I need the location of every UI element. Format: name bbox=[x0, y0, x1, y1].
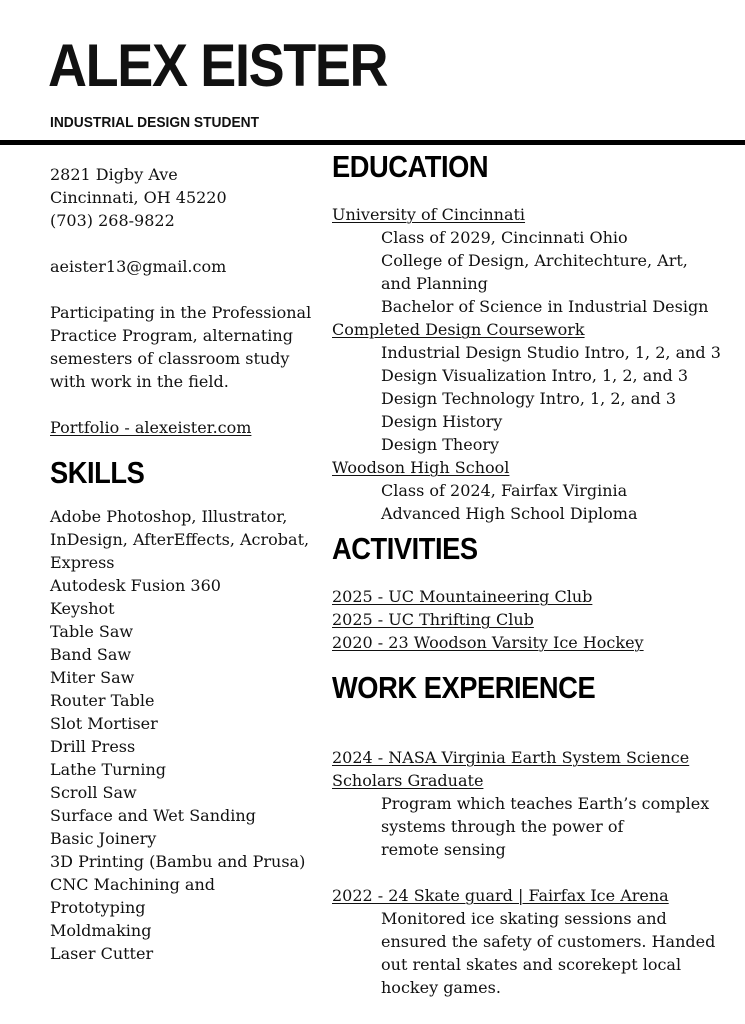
job-title: 2024 - NASA Virginia Earth System Science bbox=[332, 748, 690, 767]
job-description: out rental skates and scorekept local bbox=[381, 955, 682, 974]
high-school-detail: Class of 2024, Fairfax Virginia bbox=[381, 481, 628, 500]
job-description: hockey games. bbox=[381, 978, 501, 997]
activities-heading: ACTIVITIES bbox=[332, 531, 478, 566]
university-name: University of Cincinnati bbox=[332, 205, 526, 224]
address-street: 2821 Digby Ave bbox=[50, 165, 178, 184]
education-detail: Bachelor of Science in Industrial Design bbox=[381, 297, 709, 316]
right-column bbox=[332, 147, 737, 999]
work-experience-heading: WORK EXPERIENCE bbox=[332, 670, 596, 705]
activity-item: 2025 - UC Mountaineering Club bbox=[332, 587, 593, 606]
job-description: Monitored ice skating sessions and bbox=[381, 909, 667, 928]
skill-item: Keyshot bbox=[50, 599, 115, 618]
skill-item: Basic Joinery bbox=[50, 829, 157, 848]
skill-item: Scroll Saw bbox=[50, 783, 137, 802]
phone-number: (703) 268-9822 bbox=[50, 211, 175, 230]
left-column bbox=[50, 163, 315, 965]
job-title: 2022 - 24 Skate guard | Fairfax Ice Arena bbox=[332, 886, 669, 905]
address-city: Cincinnati, OH 45220 bbox=[50, 188, 227, 207]
course-item: Design Technology Intro, 1, 2, and 3 bbox=[381, 389, 677, 408]
job-description: remote sensing bbox=[381, 840, 506, 859]
skills-heading: SKILLS bbox=[50, 455, 145, 490]
job-title: Scholars Graduate bbox=[332, 771, 484, 790]
high-school-name: Woodson High School bbox=[332, 458, 510, 477]
job-entry bbox=[332, 746, 737, 861]
skill-item: Moldmaking bbox=[50, 921, 152, 940]
skill-item: Slot Mortiser bbox=[50, 714, 158, 733]
summary-line: Participating in the Professional bbox=[50, 303, 312, 322]
header-divider bbox=[0, 140, 745, 145]
education-detail: College of Design, Architechture, Art, bbox=[381, 251, 688, 270]
activity-item: 2025 - UC Thrifting Club bbox=[332, 610, 534, 629]
resume-name: ALEX EISTER bbox=[48, 32, 388, 99]
skill-item: 3D Printing (Bambu and Prusa) bbox=[50, 852, 306, 871]
education-heading: EDUCATION bbox=[332, 149, 489, 184]
job-description: ensured the safety of customers. Handed bbox=[381, 932, 716, 951]
skills-list bbox=[50, 505, 315, 965]
summary-line: semesters of classroom study bbox=[50, 349, 290, 368]
skill-item: Band Saw bbox=[50, 645, 132, 664]
high-school-detail: Advanced High School Diploma bbox=[381, 504, 638, 523]
summary-line: Practice Program, alternating bbox=[50, 326, 293, 345]
course-item: Industrial Design Studio Intro, 1, 2, and 3 bbox=[381, 343, 721, 362]
job-description: Program which teaches Earth’s complex bbox=[381, 794, 710, 813]
skill-item: Surface and Wet Sanding bbox=[50, 806, 256, 825]
job-description: systems through the power of bbox=[381, 817, 624, 836]
education-detail: and Planning bbox=[381, 274, 488, 293]
skill-item: Prototyping bbox=[50, 898, 146, 917]
skill-item: Lathe Turning bbox=[50, 760, 167, 779]
job-entry bbox=[332, 884, 737, 999]
skill-item: Autodesk Fusion 360 bbox=[50, 576, 221, 595]
education-detail: Class of 2029, Cincinnati Ohio bbox=[381, 228, 628, 247]
portfolio-link[interactable]: Portfolio - alexeister.com bbox=[50, 418, 252, 437]
summary-line: with work in the field. bbox=[50, 372, 229, 391]
course-item: Design Visualization Intro, 1, 2, and 3 bbox=[381, 366, 689, 385]
skill-item: Table Saw bbox=[50, 622, 134, 641]
skill-item: Express bbox=[50, 553, 115, 572]
skill-item: Adobe Photoshop, Illustrator, bbox=[50, 507, 288, 526]
resume-subtitle: INDUSTRIAL DESIGN STUDENT bbox=[50, 114, 260, 131]
course-item: Design Theory bbox=[381, 435, 500, 454]
skill-item: CNC Machining and bbox=[50, 875, 216, 894]
summary-paragraph bbox=[50, 301, 315, 393]
skill-item: Miter Saw bbox=[50, 668, 135, 687]
activity-item: 2020 - 23 Woodson Varsity Ice Hockey bbox=[332, 633, 644, 652]
skill-item: Laser Cutter bbox=[50, 944, 154, 963]
skill-item: Drill Press bbox=[50, 737, 136, 756]
course-item: Design History bbox=[381, 412, 503, 431]
email-address[interactable]: aeister13@gmail.com bbox=[50, 257, 227, 276]
coursework-title: Completed Design Coursework bbox=[332, 320, 585, 339]
skill-item: Router Table bbox=[50, 691, 155, 710]
skill-item: InDesign, AfterEffects, Acrobat, bbox=[50, 530, 310, 549]
